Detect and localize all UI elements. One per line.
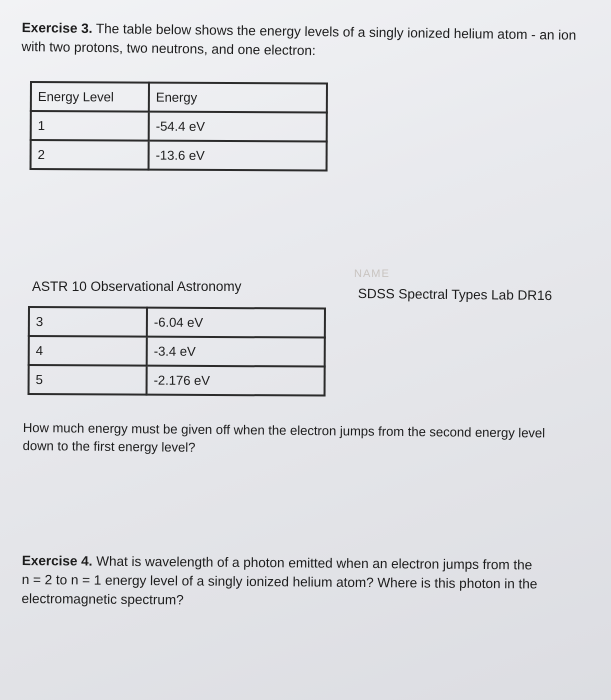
energy-cell: -13.6 eV (149, 141, 327, 171)
lab-title: SDSS Spectral Types Lab DR16 (357, 286, 553, 304)
table-row (31, 111, 327, 142)
course-code: ASTR 10 (32, 279, 87, 294)
level-cell: 5 (29, 365, 147, 395)
energy-cell: -2.176 eV (147, 366, 325, 396)
level-cell: 4 (29, 336, 147, 366)
question-line1: How much energy must be given off when the electron jumps from the second energy level (22, 419, 546, 441)
question-line2: down to the first energy level? (22, 437, 196, 455)
table-row (31, 140, 327, 171)
energy-levels-table-1 (30, 81, 328, 172)
energy-cell: -6.04 eV (147, 308, 325, 338)
header-energy-level: Energy Level (31, 82, 149, 112)
header-energy: Energy (149, 83, 327, 113)
table-row (29, 365, 325, 396)
faded-name-label: NAME (354, 268, 390, 280)
table-row (29, 307, 325, 338)
energy-cell: -54.4 eV (149, 112, 327, 142)
level-cell: 2 (31, 140, 149, 170)
energy-cell: -3.4 eV (147, 337, 325, 367)
course-header (32, 279, 241, 295)
exercise-4-text-line3: electromagnetic spectrum? (21, 590, 184, 608)
exercise-4-label: Exercise 4. (21, 552, 93, 569)
energy-levels-table-2 (28, 306, 326, 397)
exercise-3-text-line2: with two protons, two neutrons, and one electron: (21, 38, 316, 59)
question-energy-given-off (23, 419, 608, 461)
course-title: Observational Astronomy (90, 279, 242, 294)
exercise-4-text-line1: What is wavelength of a photon emitted when an electron jumps from the (96, 553, 533, 573)
exercise-3-text-line1: The table below shows the energy levels of a singly ionized helium atom - an ion (95, 21, 577, 43)
exercise-4-prompt (22, 551, 607, 613)
exercise-4-text-line2: n = 2 to n = 1 energy level of a singly ionized helium atom? Where is this photon in the (21, 571, 538, 592)
exercise-3-prompt (21, 18, 601, 64)
table-row (29, 336, 325, 367)
level-cell: 1 (31, 111, 149, 141)
exercise-3-label: Exercise 3. (21, 19, 93, 36)
table-header-row (31, 82, 327, 113)
level-cell: 3 (29, 307, 147, 337)
